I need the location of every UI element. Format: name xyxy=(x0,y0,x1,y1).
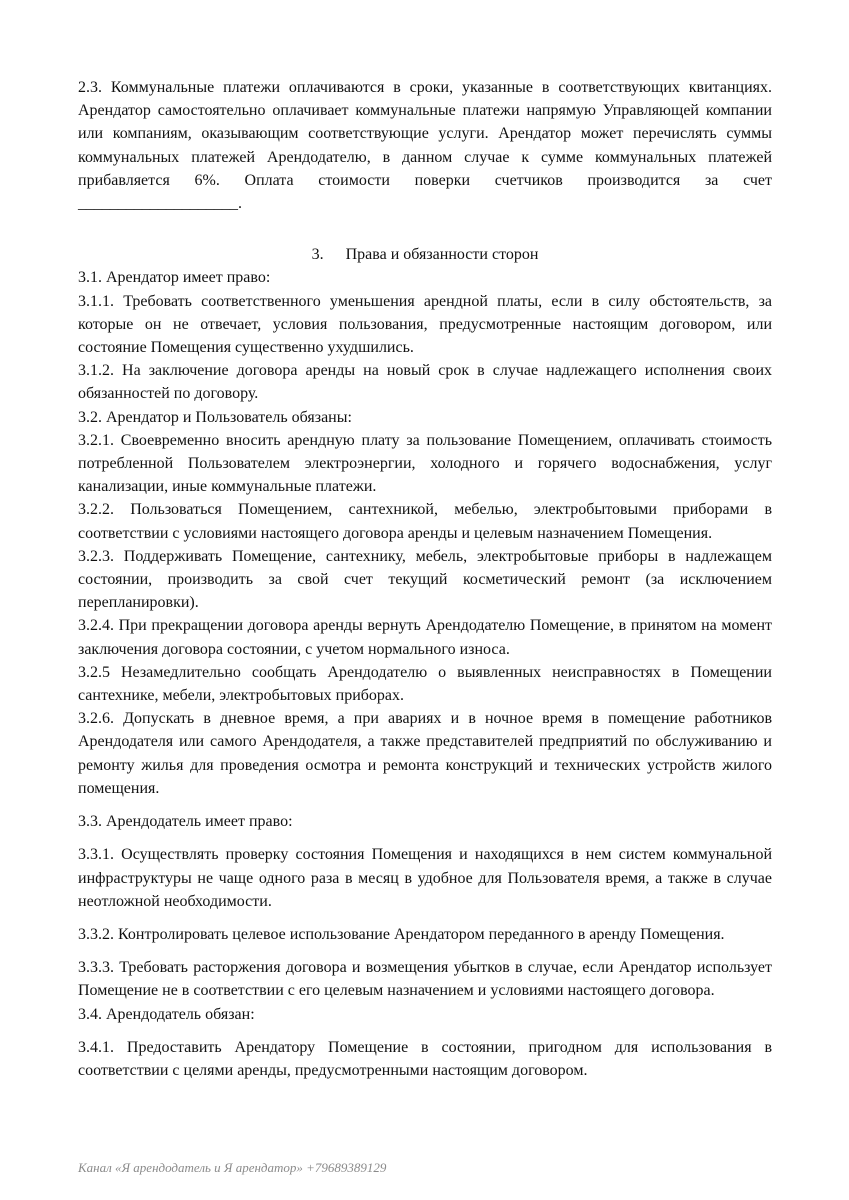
section-heading xyxy=(78,243,772,266)
paragraph-3-2-2: 3.2.2. Пользоваться Помещением, сантехникой, мебелью, электробытовыми приборами в соответствии с условиями настоящего договора аренды и целевым назначением Помещения. xyxy=(78,501,772,542)
paragraph-3-3-3: 3.3.3. Требовать расторжения договора и возмещения убытков в случае, если Арендатор использует Помещение не в соответствии с его целевым назначением и условиями настоящего договора. xyxy=(78,959,772,1000)
paragraph-3-3-1: 3.3.1. Осуществлять проверку состояния Помещения и находящихся в нем систем коммунальной инфраструктуры не чаще одного раза в месяц в удобное для Пользователя время, а также в случае неотложной необходимости. xyxy=(78,846,772,910)
paragraph-3-2-5: 3.2.5 Незамедлительно сообщать Арендодателю о выявленных неисправностях в Помещении сантехнике, мебели, электробытовых приборах. xyxy=(78,663,772,705)
paragraph-3-2: 3.2. Арендатор и Пользователь обязаны: xyxy=(78,408,352,426)
paragraph-3-3: 3.3. Арендодатель имеет право: xyxy=(78,813,293,831)
paragraph-3-1: 3.1. Арендатор имеет право: xyxy=(78,269,271,287)
paragraph-3-2-6: 3.2.6. Допускать в дневное время, а при авариях и в ночное время в помещение работников Арендодателя или самого Арендодателя, а также представителей предприятий по обслуживанию и ремонту жилья для проведения осмотра и ремонта конструкций и технических устройств жилого помещения. xyxy=(78,710,772,797)
section-title: Права и обязанности сторон xyxy=(345,246,539,264)
paragraph-3-1-1: 3.1.1. Требовать соответственного уменьшения арендной платы, если в силу обстоятельств, за которые он не отвечает, условия пользования, предусмотренные настоящим договором, или состояние Помещения существенно ухудшились. xyxy=(78,292,772,357)
paragraph-3-4-1: 3.4.1. Предоставить Арендатору Помещение в состоянии, пригодном для использования в соответствии с целями аренды, предусмотренными настоящим договором. xyxy=(78,1038,772,1079)
paragraph-3-1-2: 3.1.2. На заключение договора аренды на новый срок в случае надлежащего исполнения своих обязанностей по договору. xyxy=(78,362,772,403)
paragraph-3-2-1: 3.2.1. Своевременно вносить арендную плату за пользование Помещением, оплачивать стоимость потребленной Пользователем электроэнергии, холодного и горячего водоснабжения, услуг канализации, иные коммунальные платежи. xyxy=(78,431,772,496)
paragraph-2-3: 2.3. Коммунальные платежи оплачиваются в сроки, указанные в соответствующих квитанциях. Арендатор самостоятельно оплачивает коммунальные платежи напрямую Управляющей компании или компаниям, оказывающим соответствующие услуги. Арендатор может перечислять суммы коммунальных платежей Арендодателю, в данном случае к сумме коммунальных платежей прибавляется 6%. Оплата стоимости поверки счетчиков производится за счет ____________________. xyxy=(78,79,772,213)
paragraph-3-4: 3.4. Арендодатель обязан: xyxy=(78,1005,255,1023)
paragraph-3-2-3: 3.2.3. Поддерживать Помещение, сантехнику, мебель, электробытовые приборы в надлежащем состоянии, производить за свой счет текущий косметический ремонт (за исключением перепланировки). xyxy=(78,547,772,612)
paragraph-3-2-4: 3.2.4. При прекращении договора аренды вернуть Арендодателю Помещение, в принятом на момент заключения договора состоянии, с учетом нормального износа. xyxy=(78,617,772,658)
section-number: 3. xyxy=(311,246,324,264)
paragraph-3-3-2: 3.3.2. Контролировать целевое использование Арендатором переданного в аренду Помещения. xyxy=(78,925,725,943)
document-body xyxy=(78,76,772,1082)
footer-channel-note: Канал «Я арендодатель и Я арендатор» +79689389129 xyxy=(78,1160,387,1175)
